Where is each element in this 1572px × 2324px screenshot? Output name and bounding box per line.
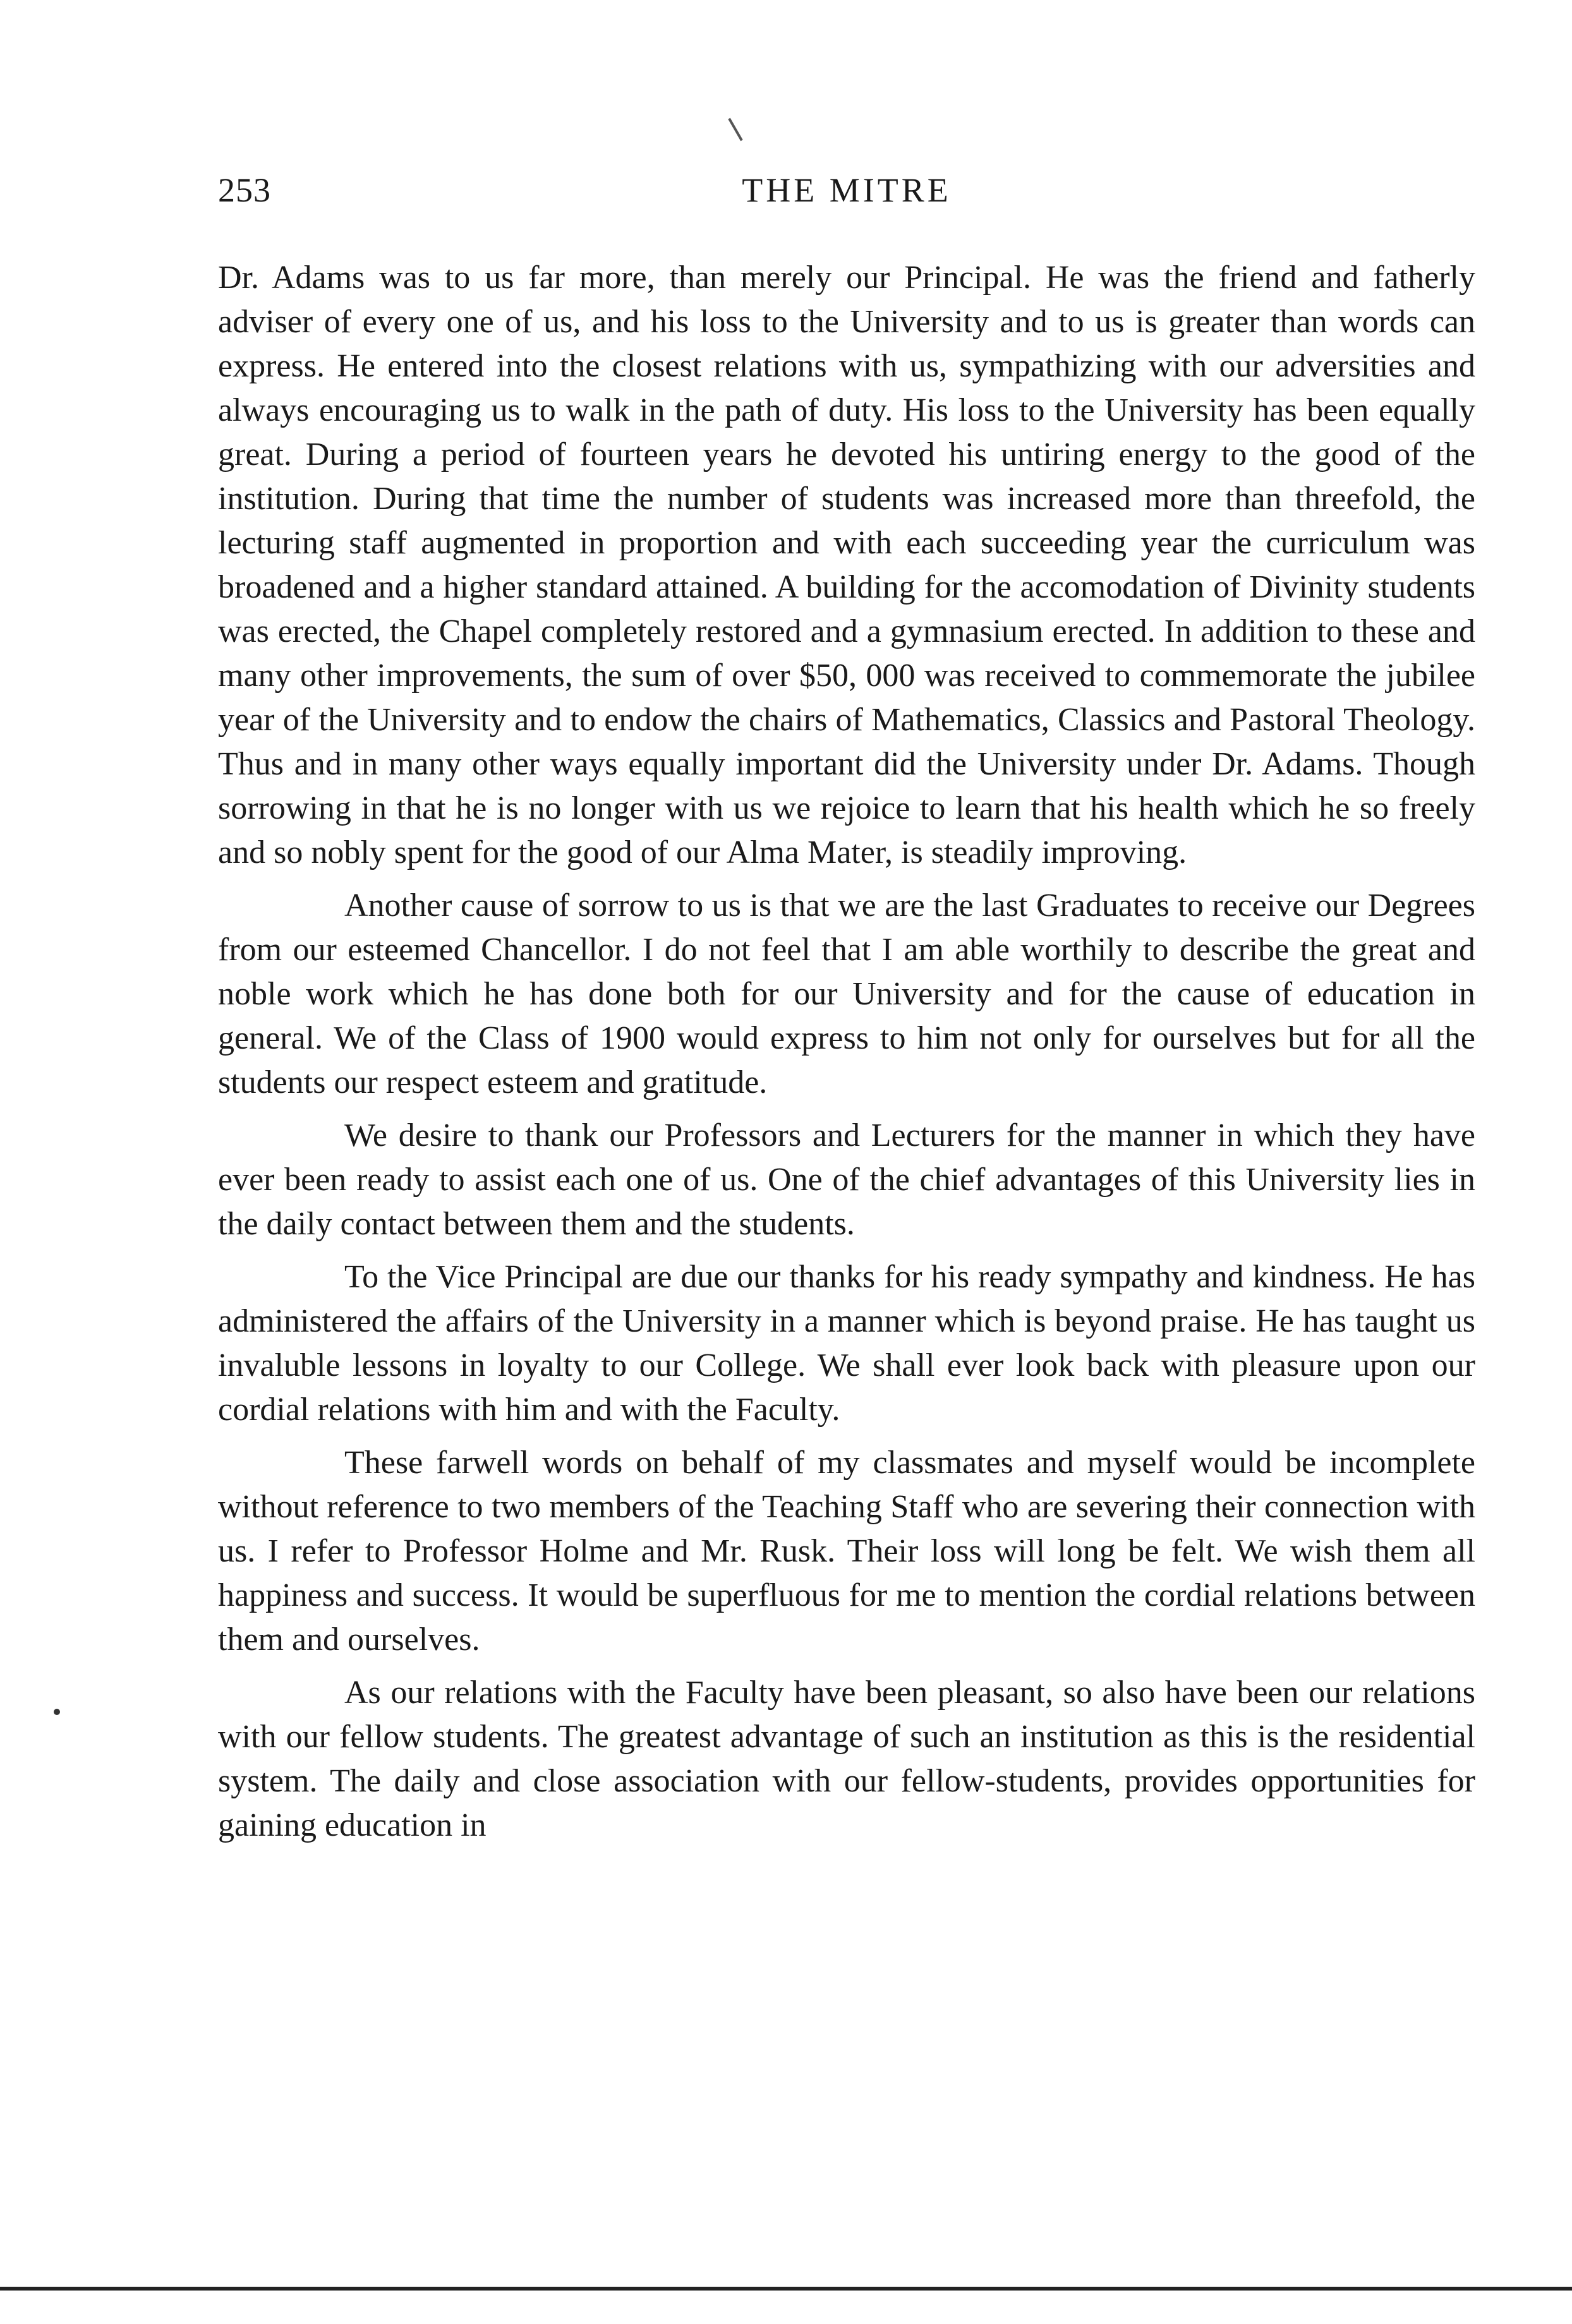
running-title: THE MITRE [742,171,952,209]
margin-dot [54,1709,60,1715]
page-number: 253 [218,171,271,209]
paragraph-chancellor: Another cause of sorrow to us is that we are the last Graduates to receive our Degrees from our esteemed Chancellor. I do not feel that I am able worthily to describe the great and noble work which he has done both for our University and for the cause of education in general. We of the Class of 1900 would express to him not only for ourselves but for all the students our respect esteem and gratitude. [218,888,1475,1100]
paragraph-principal: Dr. Adams was to us far more, than merely our Principal. He was the friend and fatherly adviser of every one of us, and his loss to the University and to us is greater than words can express. He entered into the closest relations with us, sympathizing with our adversities and always encouraging us to walk in the path of duty. His loss to the University has been equally great. During a period of fourteen years he devoted his untiring energy to the good of the institution. During that time the number of students was increased more than threefold, the lecturing staff augmented in proportion and with each succeeding year the curriculum was broadened and a higher standard attained. A building for the accomodation of Divinity students was erected, the Chapel completely restored and a gymnasium erected. In addition to these and many other improvements, the sum of over $50, 000 was received to commemorate the jubilee year of the University and to endow the chairs of Mathematics, Classics and Pastoral Theology. Thus and in many other ways equally important did the University under Dr. Adams. Though sorrowing in that he is no longer with us we rejoice to learn that his health which he so freely and so nobly spent for the good of our Alma Mater, is steadily improving. [218,260,1475,870]
stray-ink-mark [728,118,742,141]
paragraph-fellow-students: As our relations with the Faculty have been pleasant, so also have been our relations with our fellow students. The greatest advantage of such an institution as this is the residential system. The daily and close association with our fellow-students, provides opportunities for gaining education in [218,1675,1475,1843]
paragraph-farewell: These farwell words on behalf of my classmates and myself would be incomplete without reference to two members of the Teaching Staff who are severing their connection with us. I refer to Professor Holme and Mr. Rusk. Their loss will long be felt. We wish them all happiness and success. It would be superfluous for me to mention the cordial relations between them and ourselves. [218,1445,1475,1658]
paragraph-professors: We desire to thank our Professors and Lecturers for the manner in which they have ever been ready to assist each one of us. One of the chief advantages of this University lies in the daily contact between them and the students. [218,1117,1475,1242]
page-header [218,171,1475,221]
article-body [218,256,1475,1857]
paragraph-vice-principal: To the Vice Principal are due our thanks for his ready sympathy and kindness. He has administered the affairs of the University in a manner which is beyond praise. He has taught us invaluble lessons in loyalty to our College. We shall ever look back with pleasure upon our cordial relations with him and with the Faculty. [218,1259,1475,1428]
bottom-rule [0,2287,1572,2291]
